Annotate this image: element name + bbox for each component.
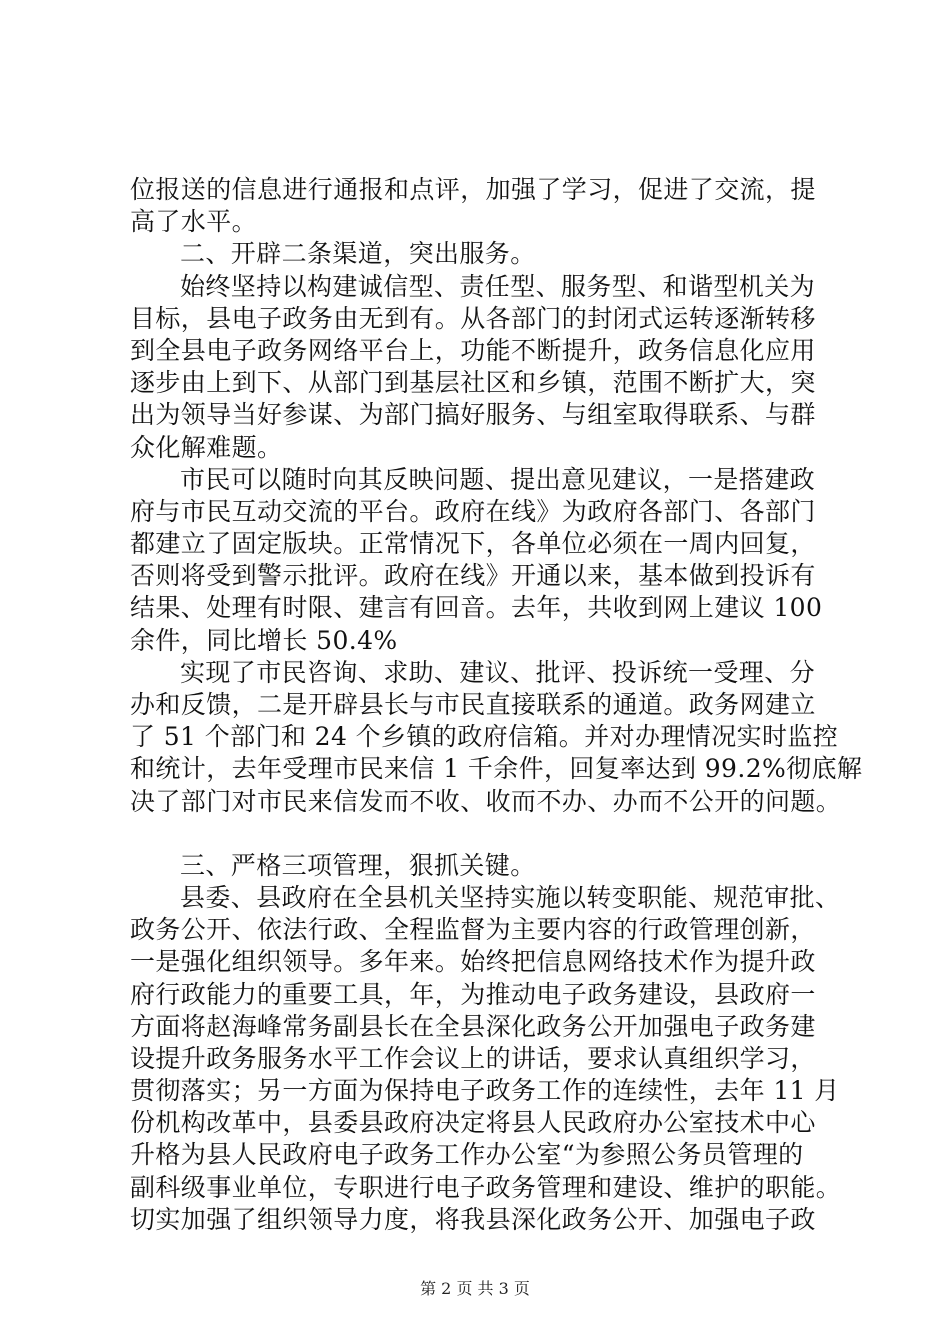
text-line: 到全县电子政务网络平台上，功能不断提升，政务信息化应用 — [130, 335, 816, 365]
text-line: 否则将受到警示批评。政府在线》开通以来，基本做到投诉有 — [130, 561, 816, 591]
text-line: 余件，同比增长 50.4% — [130, 625, 398, 655]
text-line: 高了水平。 — [130, 207, 258, 237]
section-heading: 三、严格三项管理，狠抓关键。 — [180, 850, 536, 880]
text-line: 位报送的信息进行通报和点评，加强了学习，促进了交流，提 — [130, 175, 816, 204]
text-line: 副科级事业单位，专职进行电子政务管理和建设、维护的职能。 — [130, 1172, 842, 1202]
document-body — [130, 174, 863, 1236]
text-line: 实现了市民咨询、求助、建议、批评、投诉统一受理、分 — [180, 657, 816, 687]
text-line: 方面将赵海峰常务副县长在全县深化政务公开加强电子政务建 — [130, 1011, 816, 1041]
page-number-footer: 第 2 页 共 3 页 — [420, 1279, 530, 1298]
section-heading: 二、开辟二条渠道，突出服务。 — [180, 239, 536, 269]
text-line: 府与市民互动交流的平台。政府在线》为政府各部门、各部门 — [130, 496, 816, 526]
text-line: 始终坚持以构建诚信型、责任型、服务型、和谐型机关为 — [180, 271, 816, 301]
text-line: 逐步由上到下、从部门到基层社区和乡镇，范围不断扩大，突 — [130, 368, 816, 398]
text-line: 都建立了固定版块。正常情况下，各单位必须在一周内回复， — [130, 529, 816, 559]
text-line: 目标，县电子政务由无到有。从各部门的封闭式运转逐渐转移 — [130, 303, 816, 333]
text-line: 了 51 个部门和 24 个乡镇的政府信箱。并对办理情况实时监控 — [130, 722, 839, 752]
text-line: 决了部门对市民来信发而不收、收而不办、办而不公开的问题。 — [130, 786, 842, 816]
text-line: 县委、县政府在全县机关坚持实施以转变职能、规范审批、 — [180, 882, 841, 912]
text-line: 结果、处理有时限、建言有回音。去年，共收到网上建议 100 — [130, 593, 823, 623]
text-line: 一是强化组织领导。多年来。始终把信息网络技术作为提升政 — [130, 947, 816, 977]
text-line: 和统计，去年受理市民来信 1 千余件，回复率达到 99.2%彻底解 — [130, 754, 863, 784]
text-line: 份机构改革中，县委县政府决定将县人民政府办公室技术中心 — [130, 1108, 816, 1138]
text-line: 贯彻落实；另一方面为保持电子政务工作的连续性，去年 11 月 — [130, 1076, 840, 1106]
text-line: 办和反馈，二是开辟县长与市民直接联系的通道。政务网建立 — [130, 690, 816, 719]
text-line: 市民可以随时向其反映问题、提出意见建议，一是搭建政 — [180, 464, 816, 494]
text-line: 出为领导当好参谋、为部门搞好服务、与组室取得联系、与群 — [130, 400, 816, 430]
text-line: 府行政能力的重要工具，年，为推动电子政务建设，县政府一 — [130, 979, 816, 1009]
text-line: 政务公开、依法行政、全程监督为主要内容的行政管理创新， — [130, 915, 816, 945]
text-line: 众化解难题。 — [130, 432, 283, 462]
paragraph-gap — [130, 818, 830, 850]
text-line: 切实加强了组织领导力度，将我县深化政务公开、加强电子政 — [130, 1204, 816, 1234]
text-line: 升格为县人民政府电子政务工作办公室“为参照公务员管理的 — [130, 1140, 804, 1170]
text-line: 设提升政务服务水平工作会议上的讲话，要求认真组织学习， — [130, 1043, 816, 1073]
